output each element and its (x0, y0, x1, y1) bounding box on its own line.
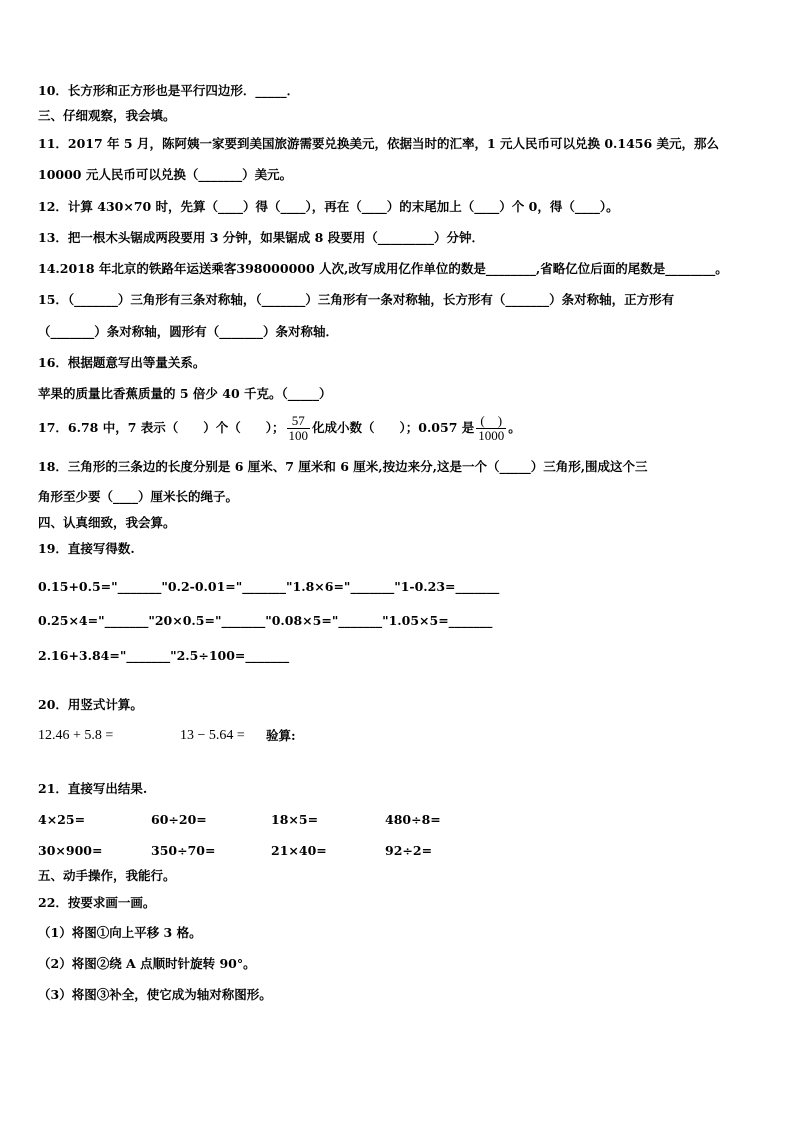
question-19-row-3: 2.16+3.84="_______"2.5÷100=_______ (38, 648, 290, 663)
question-11-line-2: 10000 元人民币可以兑换（_______）美元。 (38, 167, 293, 182)
question-13: 13．把一根木头锯成两段要用 3 分钟，如果锯成 8 段要用（_________）分钟． (38, 230, 484, 245)
fraction-numerator: ( ) (476, 414, 506, 429)
question-19: 19．直接写得数. (38, 541, 135, 556)
question-20: 20．用竖式计算。 (38, 697, 143, 712)
question-14: 14.2018 年北京的铁路年运送乘客398000000 人次,改写成用亿作单位的数是________,省略亿位后面的尾数是________。 (38, 261, 728, 276)
section-5-heading: 五、动手操作，我能行。 (38, 868, 176, 883)
question-16: 16．根据题意写出等量关系。 (38, 355, 206, 370)
question-17 (38, 410, 521, 446)
calc-item: 480÷8= (385, 812, 441, 827)
question-15-line-1: 15．（_______）三角形有三条对称轴，（_______）三角形有一条对称轴，长方形有（_______）条对称轴，正方形有 (38, 292, 675, 307)
check-label: 验算: (266, 728, 296, 743)
fraction-57-100 (287, 414, 311, 443)
question-22-part-3: （3）将图③补全，使它成为轴对称图形。 (38, 987, 272, 1002)
question-18-line-1: 18．三角形的三条边的长度分别是 6 厘米、7 厘米和 6 厘米,按边来分,这是一个（_____）三角形,围成这个三 (38, 459, 648, 474)
q17-end: 。 (508, 420, 521, 435)
question-19-row-1: 0.15+0.5="_______"0.2-0.01="_______"1.8×6="_______"1-0.23=_______ (38, 579, 500, 594)
q17-prefix: 17．6.78 中，7 表示（ ）个（ ）； (38, 420, 285, 435)
section-3-heading: 三、仔细观察，我会填。 (38, 108, 176, 123)
question-11-line-1: 11．2017 年 5 月，陈阿姨一家要到美国旅游需要兑换美元，依据当时的汇率，1 元人民币可以兑换 0.1456 美元，那么 (38, 136, 720, 151)
question-15-line-2: （_______）条对称轴，圆形有（_______）条对称轴． (38, 324, 339, 339)
question-12: 12．计算 430×70 时，先算（____）得（____），再在（____）的末尾加上（____）个 0，得（____）。 (38, 199, 619, 214)
question-18-line-2: 角形至少要（____）厘米长的绳子。 (38, 489, 239, 504)
calc-item: 4×25= (38, 812, 86, 827)
fraction-numerator: 57 (287, 414, 311, 429)
section-4-heading: 四、认真细致，我会算。 (38, 515, 176, 530)
fraction-blank-1000 (476, 414, 506, 443)
question-22-part-1: （1）将图①向上平移 3 格。 (38, 925, 202, 940)
calc-item: 30×900= (38, 843, 103, 858)
vertical-calc-1: 12.46 + 5.8 = (38, 728, 114, 743)
vertical-calc-2: 13 − 5.64 = (180, 728, 245, 743)
calc-item: 21×40= (271, 843, 327, 858)
fraction-denominator: 1000 (478, 428, 505, 443)
fraction-denominator: 100 (288, 428, 308, 443)
calc-item: 92÷2= (385, 843, 433, 858)
question-22-part-2: （2）将图②绕 A 点顺时针旋转 90°。 (38, 956, 256, 971)
calc-item: 350÷70= (151, 843, 216, 858)
question-19-row-2: 0.25×4="_______"20×0.5="_______"0.08×5="_______"1.05×5=_______ (38, 613, 493, 628)
calc-item: 60÷20= (151, 812, 207, 827)
question-10: 10．长方形和正方形也是平行四边形．_____． (38, 83, 300, 98)
calc-item: 18×5= (271, 812, 319, 827)
question-22: 22．按要求画一画。 (38, 895, 156, 910)
question-16-content: 苹果的质量比香蕉质量的 5 倍少 40 千克。（_____） (38, 386, 332, 401)
question-21: 21．直接写出结果. (38, 781, 148, 796)
q17-middle: 化成小数（ ）；0.057 是 (312, 420, 475, 435)
